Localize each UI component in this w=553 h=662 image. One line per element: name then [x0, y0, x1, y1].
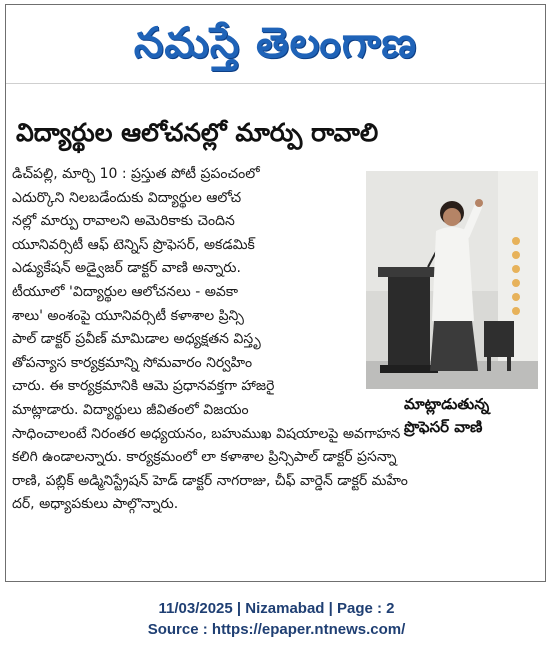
article-line: తోపన్యాస కార్యక్రమాన్ని సోమవారం నిర్వహిం [12, 354, 253, 371]
article-line: టీయూలో 'విద్యార్థుల ఆలోచనలు - అవకా [12, 283, 239, 300]
speaker-photo [366, 171, 538, 389]
article-line: పాల్ డాక్టర్ ప్రవీణ్ మామిడాల అధ్యక్షతన విస్తృ [12, 331, 261, 348]
article-line: డిచ్‌పల్లి, మార్చి 10 : ప్రస్తుత పోటీ ప్రపంచంలో [12, 166, 260, 182]
caption-line: ప్రొఫెసర్ వాణి [404, 418, 483, 436]
footer-date-edition: 11/03/2025 | Nizamabad | Page : 2 [158, 600, 395, 617]
article-line: రాణి, పబ్లిక్ అడ్మినిస్ట్రేషన్ హెడ్ డాక్టర్ నాగరాజు, చీఫ్ వార్డెన్ డాక్టర్ మహేం [12, 472, 408, 489]
speaker-photo-illustration [366, 171, 538, 389]
article-line: సాధించాలంటే నిరంతర అధ్యయనం, బహుముఖ విషయాలపై అవగాహన [12, 425, 401, 442]
article-line: దర్, అధ్యాపకులు పాల్గొన్నారు. [12, 496, 179, 513]
article-line: కలిగి ఉండాలన్నారు. కార్యక్రమంలో లా కళాశాల ప్రిన్సిపాల్ డాక్టర్ ప్రసన్నా [12, 449, 397, 466]
article-line: ఎడ్యుకేషన్ అడ్వైజర్ డాక్టర్ వాణి అన్నారు. [12, 260, 241, 277]
caption-line: మాట్లాడుతున్న [404, 395, 490, 413]
article-line: చారు. ఈ కార్యక్రమానికి ఆమె ప్రధానవక్తగా హాజరై [12, 378, 275, 395]
article-line: యూనివర్సిటీ ఆఫ్ టెన్నిస్ ప్రొఫెసర్, అకడమిక్ [12, 236, 255, 253]
article-line: మాట్లాడారు. విద్యార్థులు జీవితంలో విజయం [12, 401, 249, 418]
masthead-divider [6, 83, 545, 84]
article-line: శాలు' అంశంపై యూనివర్సిటీ కళాశాల ప్రిన్సి [12, 307, 244, 324]
photo-caption [366, 393, 542, 439]
article-line: ఎదుర్కొని నిలబడేందుకు విద్యార్థుల ఆలోచ [12, 189, 242, 206]
article-headline: విద్యార్థుల ఆలోచనల్లో మార్పు రావాలి [16, 118, 379, 147]
footer-source: Source : https://epaper.ntnews.com/ [147, 621, 406, 638]
masthead-title: నమస్తే తెలంగాణ [133, 18, 418, 67]
article-line: నల్లో మార్పు రావాలని అమెరికాకు చెందిన [12, 213, 235, 230]
newspaper-clipping [5, 4, 546, 582]
